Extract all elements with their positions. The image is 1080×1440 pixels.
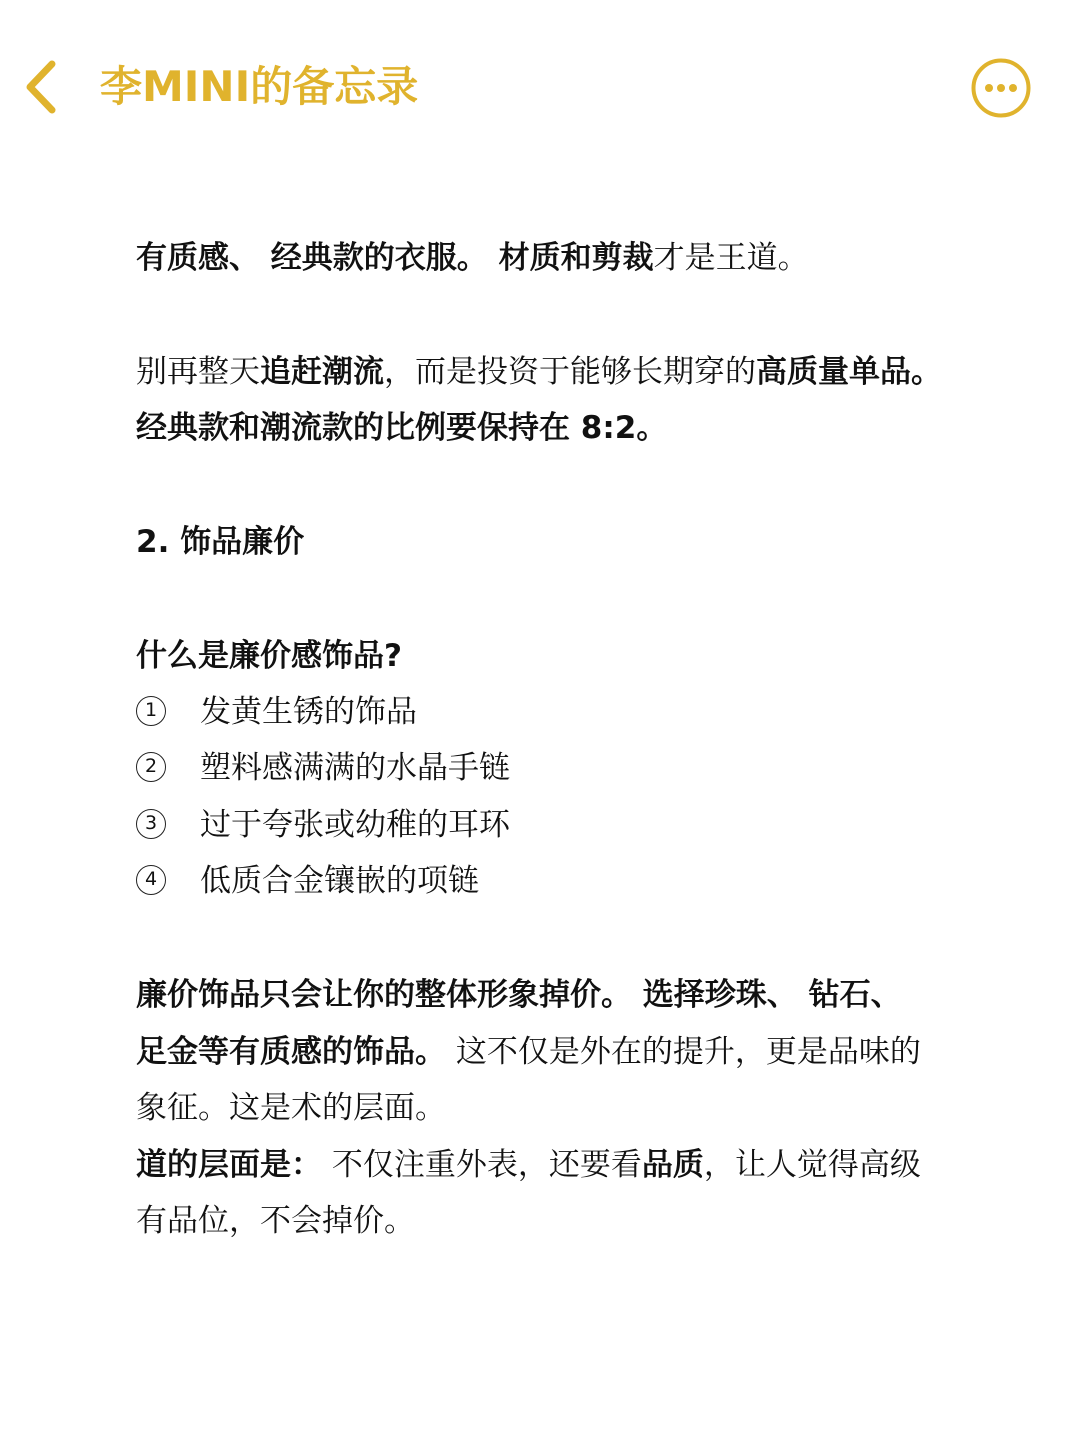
circled-number: 4 [136, 865, 166, 895]
back-button[interactable] [18, 56, 74, 118]
note-paragraph-3-line-4 [136, 1145, 921, 1185]
question-heading: 什么是廉价感饰品? [136, 638, 402, 674]
note-paragraph-1 [136, 238, 809, 278]
text-bold: 品质 [641, 1147, 704, 1183]
text-normal: 这不仅是外在的提升，更是品味的 [446, 1034, 921, 1070]
list-item-text: 塑料感满满的水晶手链 [200, 750, 510, 786]
text-normal: 才是王道。 [653, 240, 809, 276]
circled-number: 2 [136, 752, 166, 782]
list-item-text: 过于夸张或幼稚的耳环 [200, 807, 510, 843]
note-paragraph-3-line-1: 廉价饰品只会让你的整体形象掉价。 选择珍珠、 钻石、 [136, 977, 902, 1013]
section-heading: 2. 饰品廉价 [136, 524, 305, 560]
top-nav-bar [0, 0, 1080, 175]
text-bold: 有质感、 经典款的衣服。 [136, 240, 488, 276]
circled-number: 1 [136, 696, 166, 726]
text-bold: 追赶潮流 [260, 354, 384, 390]
note-paragraph-3-line-3: 象征。这是术的层面。 [136, 1090, 446, 1126]
text-bold: 足金等有质感的饰品。 [136, 1034, 446, 1070]
text-bold: 道的层面是： [136, 1147, 322, 1183]
text-normal: ，而是投资于能够长期穿的 [384, 354, 756, 390]
note-paragraph-3-line-2 [136, 1032, 921, 1072]
chevron-left-icon [18, 56, 74, 118]
more-options-button[interactable] [970, 57, 1032, 119]
note-paragraph-3-line-5: 有品位，不会掉价。 [136, 1203, 415, 1239]
list-item-text: 低质合金镶嵌的项链 [200, 863, 479, 899]
text-normal: ，让人觉得高级 [703, 1147, 921, 1183]
list-item-text: 发黄生锈的饰品 [200, 694, 417, 730]
text-bold: 材质和剪裁 [487, 240, 654, 276]
circled-number: 3 [136, 809, 166, 839]
text-normal: 别再整天 [136, 354, 260, 390]
more-horizontal-icon [970, 57, 1032, 119]
note-paragraph-2-line-1 [136, 352, 942, 392]
text-bold: 高质量单品。 [756, 354, 942, 390]
note-paragraph-2-line-2: 经典款和潮流款的比例要保持在 8:2。 [136, 410, 668, 446]
text-normal: 不仅注重外表，还要看 [322, 1147, 642, 1183]
page-title: 李MINI的备忘录 [100, 62, 419, 111]
